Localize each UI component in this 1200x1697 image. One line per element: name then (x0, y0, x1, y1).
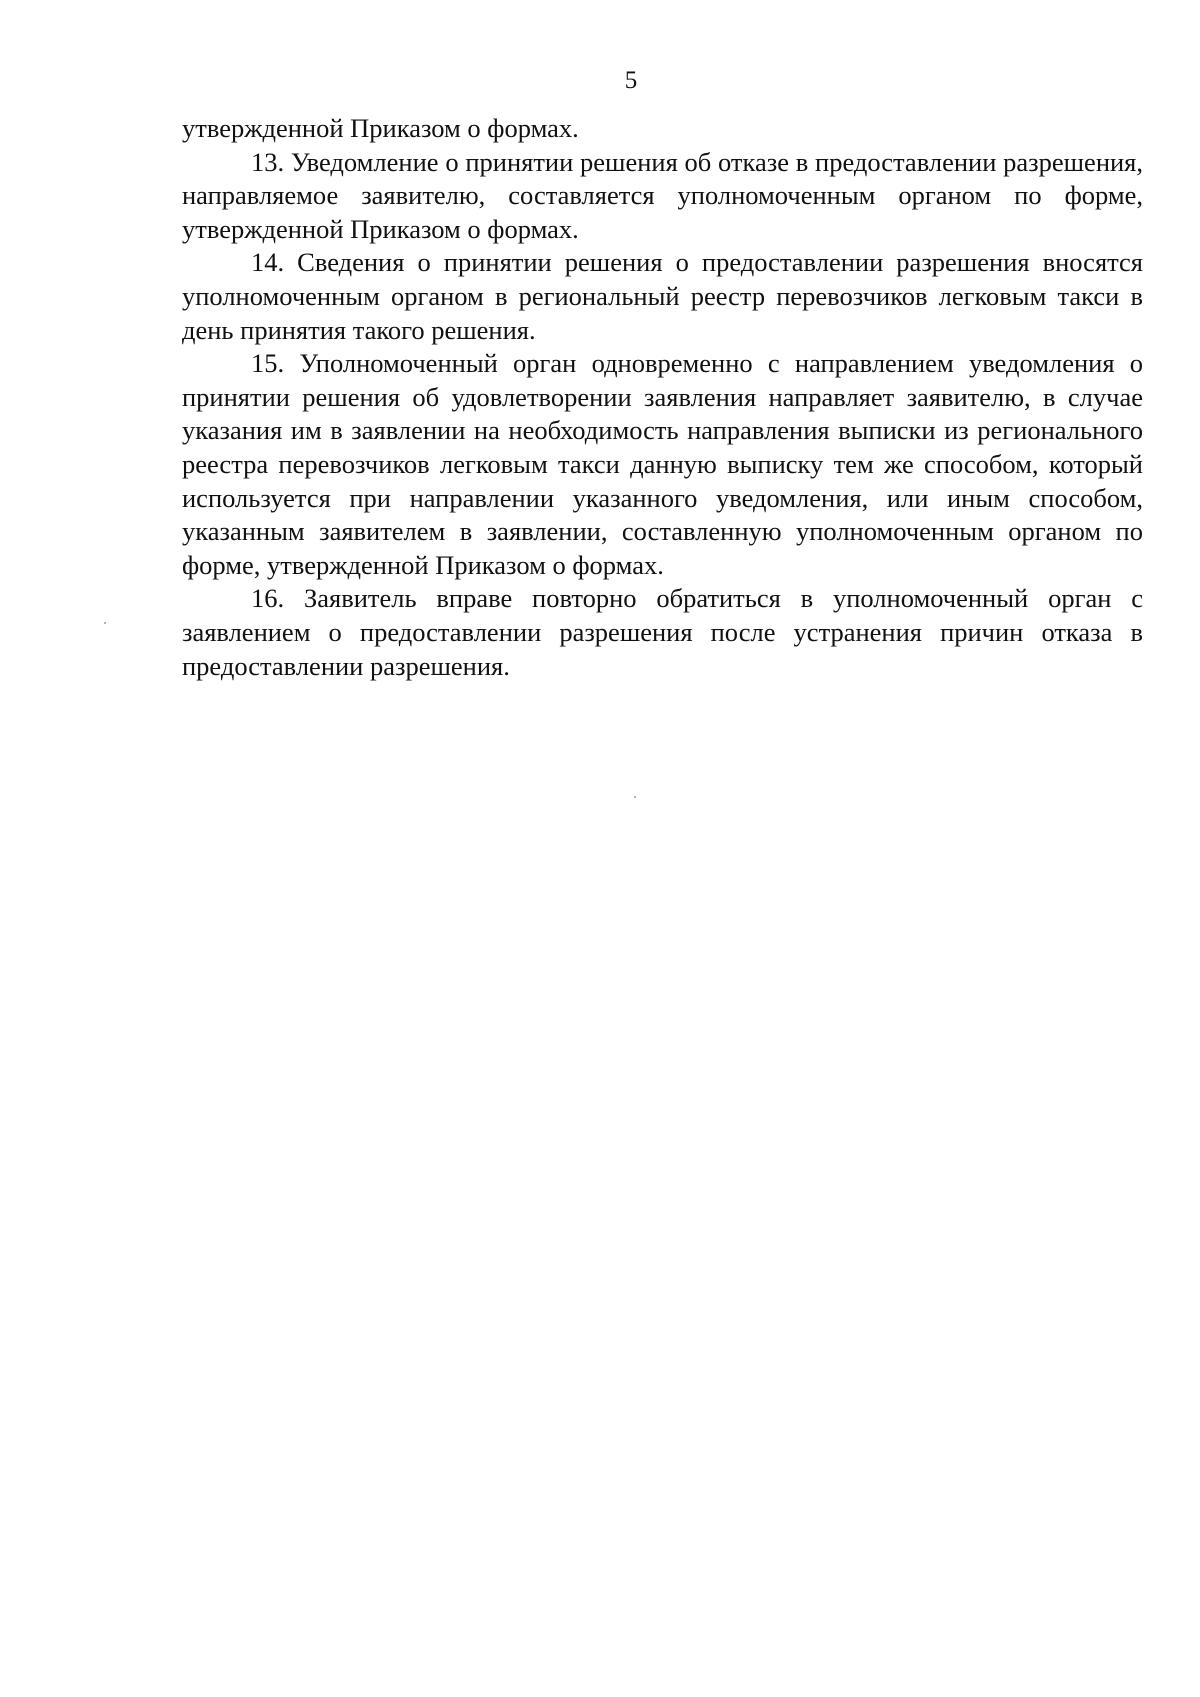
paragraph-continuation: утвержденной Приказом о формах. (182, 113, 579, 143)
scan-speck (104, 622, 106, 624)
paragraph-14: 14. Сведения о принятии решения о предоставлении разрешения вносятся уполномоченным органом в региональный реестр перевозчиков легковым такси в день принятия такого решения. (182, 247, 1143, 345)
paragraph-16: 16. Заявитель вправе повторно обратиться в уполномоченный орган с заявлением о предоставлении разрешения после устранения причин отказа в предоставлении разрешения. (182, 583, 1143, 681)
paragraph-15: 15. Уполномоченный орган одновременно с направлением уведомления о принятии решения об удовлетворении заявления направляет заявителю, в случае указания им в заявлении на необходимость направления выписки из регионального реестра перевозчиков легковым такси данную выписку тем же способом, который используется при направлении указанного уведомления, или иным способом, указанным заявителем в заявлении, составленную уполномоченным органом по форме, утвержденной Приказом о формах. (182, 348, 1143, 580)
document-body (182, 112, 1143, 683)
page-number: 5 (624, 67, 638, 94)
scan-speck (634, 796, 636, 798)
paragraph-13: 13. Уведомление о принятии решения об отказе в предоставлении разрешения, направляемое заявителю, составляется уполномоченным органом по форме, утвержденной Приказом о формах. (182, 146, 1143, 244)
